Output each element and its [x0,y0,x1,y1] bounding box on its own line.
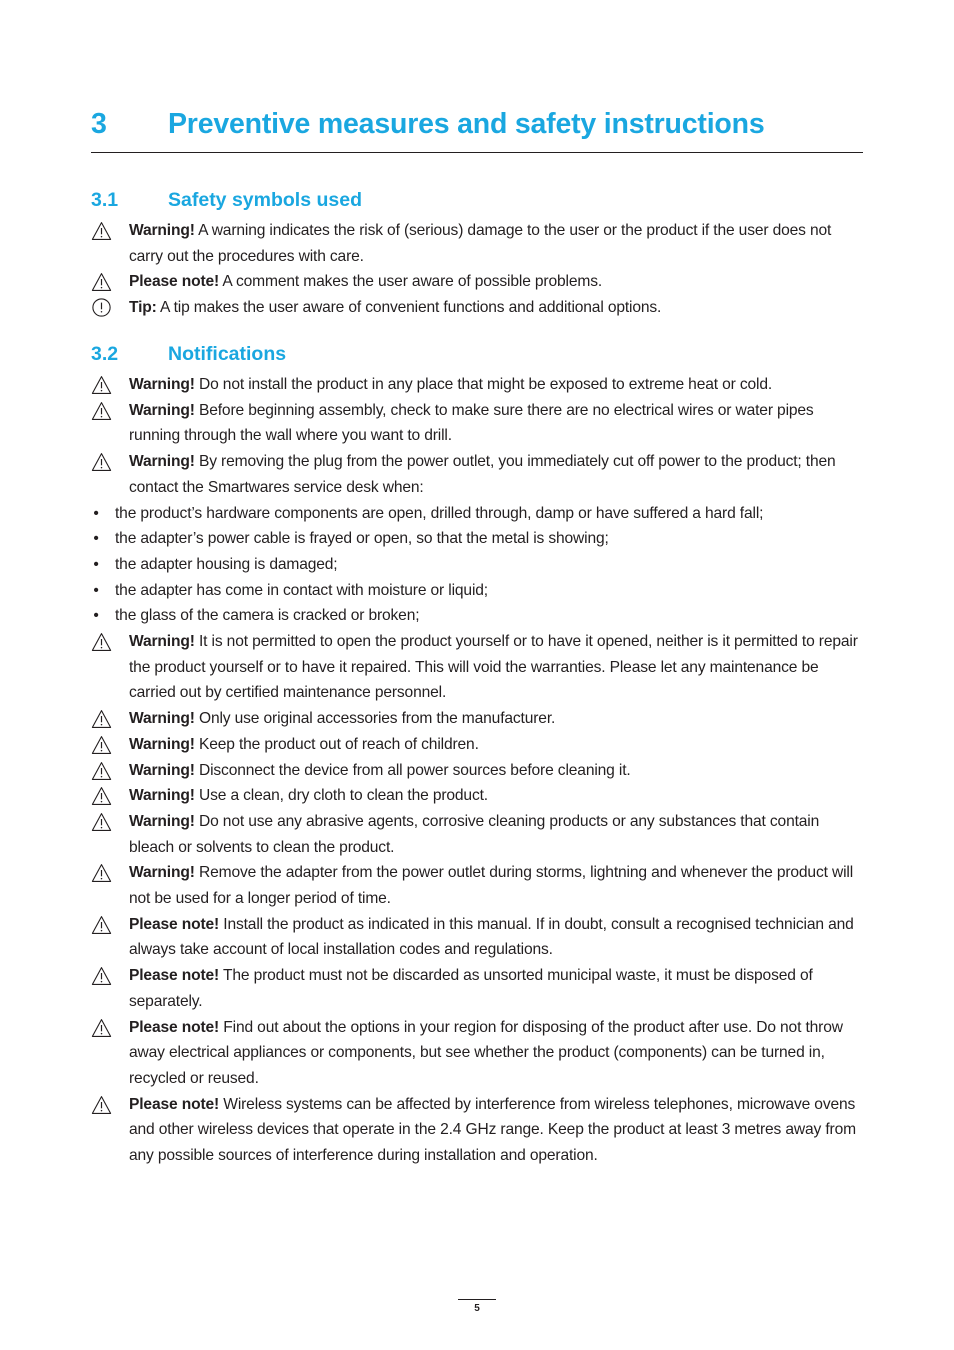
notice-item [91,860,866,911]
bullet-marker: • [93,530,99,548]
warning-triangle-icon [91,1095,112,1115]
notice-item [91,218,866,269]
bullet-text: the glass of the camera is cracked or broken; [115,607,420,625]
notice-label: Please note! [129,1095,220,1113]
section-number: 3.1 [91,189,119,211]
notice-item [91,783,866,809]
notice-item [91,372,866,398]
notice-item [91,449,866,500]
bullet-list-item [91,603,866,629]
notice-label: Warning! [129,376,195,393]
warning-triangle-icon [91,221,112,241]
warning-triangle-icon [91,709,112,729]
notice-item [91,1015,866,1092]
warning-triangle-icon [91,863,112,883]
bullet-text: the adapter has come in contact with moisture or liquid; [115,581,488,599]
chapter-title: Preventive measures and safety instructions [168,108,765,140]
bullet-list-item [91,552,866,578]
notice-item [91,706,866,732]
warning-triangle-icon [91,915,112,935]
notice-label: Please note! [129,1018,220,1036]
notice-text: Before beginning assembly, check to make sure there are no electrical wires or water pipes running through the wall where you want to drill. [129,401,814,445]
section-title: Safety symbols used [168,189,362,211]
notice-text: By removing the plug from the power outlet, you immediately cut off power to the product; then contact the Smartwares service desk when: [129,453,836,496]
notice-label: Warning! [129,864,195,882]
bullet-text: the adapter’s power cable is frayed or open, so that the metal is showing; [115,530,609,548]
warning-triangle-icon [91,632,112,652]
notice-label: Warning! [129,453,195,471]
notice-item [91,295,866,321]
bullet-text: the adapter housing is damaged; [115,555,338,573]
notice-text: A warning indicates the risk of (serious) damage to the user or the product if the user does not carry out the procedures with care. [129,222,832,265]
warning-triangle-icon [91,272,112,292]
notice-text: The product must not be discarded as unsorted municipal waste, it must be disposed of separately. [129,967,813,1010]
section-number: 3.2 [91,343,119,365]
chapter-heading [91,104,863,153]
exclamation-circle-icon [91,298,112,318]
warning-triangle-icon [91,375,112,395]
notice-label: Warning! [129,761,195,779]
warning-triangle-icon [91,452,112,472]
bullet-marker: • [93,581,99,599]
notice-label: Warning! [129,401,195,419]
warning-triangle-icon [91,966,112,986]
notice-label: Warning! [129,812,195,830]
notice-label: Warning! [129,222,195,239]
bullet-marker: • [93,555,99,573]
bullet-text: the product’s hardware components are open, drilled through, damp or have suffered a hard fall; [115,504,764,522]
notice-item [91,398,866,449]
section-heading-notifications [91,340,863,368]
notice-text: Install the product as indicated in this manual. If in doubt, consult a recognised technician and always take account of local installation codes and regulations. [129,915,854,959]
notice-text: Find out about the options in your region for disposing of the product after use. Do not throw away electrical appliances or components, but see whether the product (components) can be turned in, recycled or reused. [129,1018,843,1087]
footer-rule [458,1299,496,1300]
notice-text: It is not permitted to open the product yourself or to have it opened, neither is it permitted to repair the product yourself or to have it repaired. This will void the warranties. Please let any maintenance be carried out by certified maintenance personnel. [129,633,858,702]
notice-item [91,963,866,1014]
warning-triangle-icon [91,761,112,781]
notice-label: Please note! [129,273,220,291]
notice-text: Do not use any abrasive agents, corrosive cleaning products or any substances that contain bleach or solvents to clean the product. [129,812,820,856]
notice-label: Please note! [129,967,220,985]
warning-triangle-icon [91,401,112,421]
notice-text: Do not install the product in any place that might be exposed to extreme heat or cold. [194,376,773,393]
notice-item [91,732,866,758]
bullet-marker: • [93,504,99,522]
safety-symbols-list [91,218,866,321]
notice-text: A comment makes the user aware of possible problems. [219,273,603,291]
notice-item [91,1092,866,1169]
bullet-list-item [91,526,866,552]
notice-text: A tip makes the user aware of convenient functions and additional options. [156,299,662,317]
notice-text: Wireless systems can be affected by interference from wireless telephones, microwave ovens and other wireless devices that operate in the 2.4 GHz range. Keep the product at least 3 metres away from any possible sources of interference during installation and operation. [129,1095,856,1165]
bullet-marker: • [93,607,99,625]
notice-label: Warning! [129,633,195,651]
notice-text: Disconnect the device from all power sources before cleaning it. [194,761,631,779]
warning-triangle-icon [91,1018,112,1038]
bullet-list-item [91,501,866,527]
notice-label: Tip: [129,299,157,317]
chapter-number: 3 [91,108,107,140]
notice-text: Only use original accessories from the manufacturer. [194,710,556,728]
notice-item [91,912,866,963]
warning-triangle-icon [91,786,112,806]
notice-text: Use a clean, dry cloth to clean the product. [194,787,488,805]
notice-label: Please note! [129,915,220,933]
notice-item [91,269,866,295]
notice-text: Remove the adapter from the power outlet during storms, lightning and whenever the product will not be used for a longer period of time. [129,864,854,908]
notice-item [91,809,866,860]
bullet-list-item [91,578,866,604]
notice-label: Warning! [129,710,195,728]
section-heading-safety-symbols [91,186,863,214]
warning-triangle-icon [91,812,112,832]
notice-item [91,629,866,706]
notice-text: Keep the product out of reach of children. [194,735,479,753]
notice-label: Warning! [129,787,195,805]
page-number: 5 [474,1303,480,1314]
notice-item [91,758,866,784]
notifications-list [91,372,866,1169]
notice-label: Warning! [129,735,195,753]
section-title: Notifications [168,343,287,365]
warning-triangle-icon [91,735,112,755]
